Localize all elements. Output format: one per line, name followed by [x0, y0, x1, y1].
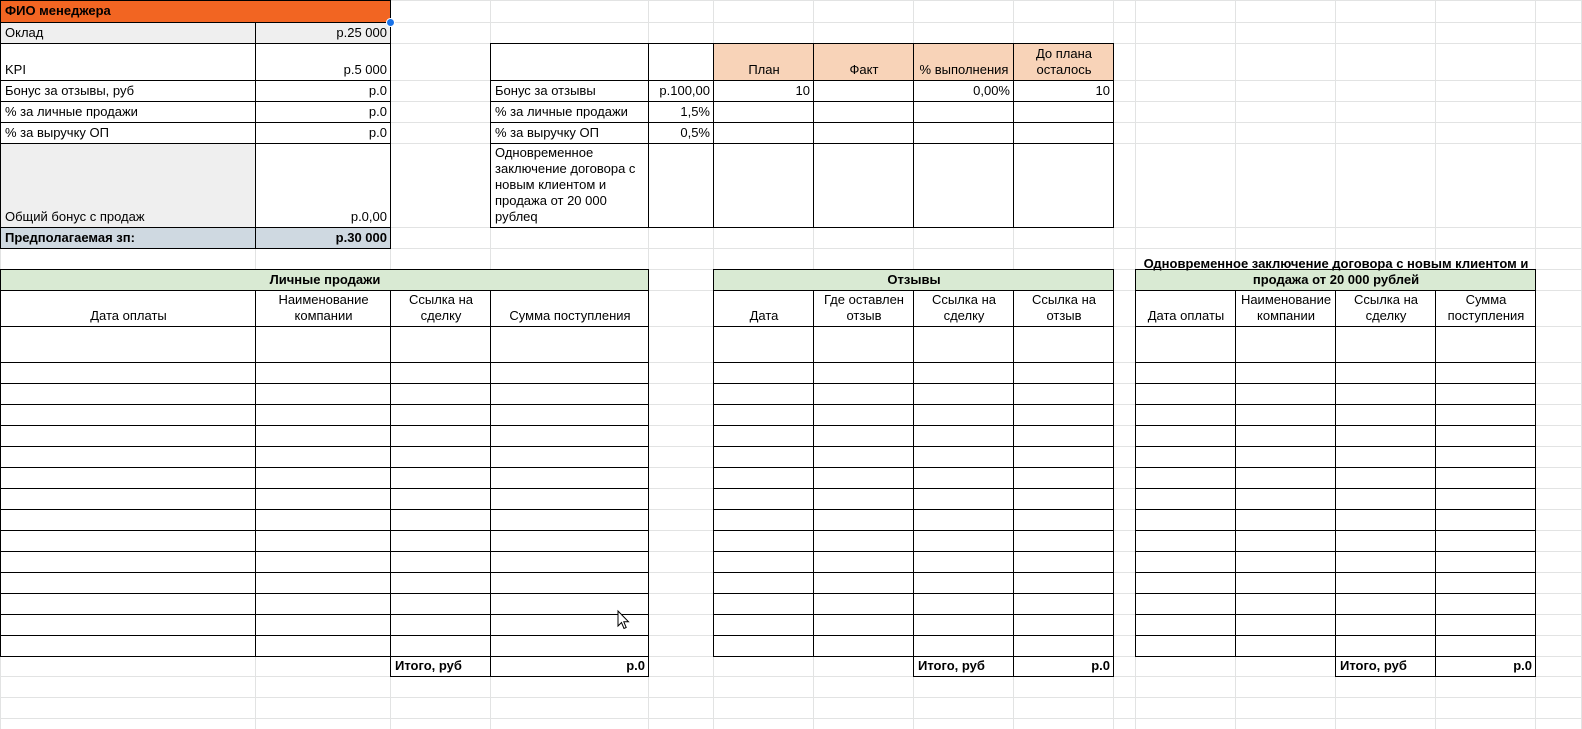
reviews-data-cell[interactable] — [1013, 425, 1114, 447]
personal_sales-col-header-text: Дата оплаты — [90, 308, 167, 323]
personal_sales-data-cell[interactable] — [390, 572, 491, 594]
personal_sales-data-cell[interactable] — [0, 467, 256, 489]
manager-name-header[interactable] — [0, 0, 391, 23]
reviews-data-cell[interactable] — [813, 509, 914, 531]
reviews-data-cell[interactable] — [813, 425, 914, 447]
personal_sales-data-cell[interactable] — [0, 614, 256, 636]
plan-row-label-text: Бонус за отзывы — [495, 83, 596, 98]
reviews-col-header[interactable] — [913, 290, 1014, 327]
personal_sales-data-cell[interactable] — [490, 509, 649, 531]
plan-header-2-text: % выполнения — [919, 62, 1009, 77]
dept-revenue-pct-label[interactable] — [0, 122, 256, 144]
reviews-data-cell[interactable] — [913, 425, 1014, 447]
reviews-data-cell[interactable] — [1013, 383, 1114, 405]
personal_sales-data-cell[interactable] — [390, 362, 491, 384]
reviews-data-cell[interactable] — [713, 614, 814, 636]
plan-row-label[interactable] — [490, 122, 649, 144]
personal_sales-data-cell[interactable] — [390, 509, 491, 531]
personal_sales-data-cell[interactable] — [255, 614, 391, 636]
personal_sales-data-cell[interactable] — [0, 530, 256, 552]
reviews-data-cell[interactable] — [713, 488, 814, 510]
new_client_deals-data-cell[interactable] — [1335, 551, 1436, 573]
new_client_deals-col-header[interactable] — [1435, 290, 1536, 327]
new_client_deals-col-header-text: Наименование компании — [1240, 292, 1332, 323]
plan-row-rate-text: р.100,00 — [659, 83, 710, 98]
reviews-col-header-text: Ссылка на сделку — [931, 292, 997, 323]
personal_sales-data-cell[interactable] — [390, 593, 491, 615]
reviews-total-value-text: р.0 — [1091, 658, 1110, 673]
plan-row-percent[interactable] — [913, 80, 1014, 102]
reviews-data-cell[interactable] — [713, 383, 814, 405]
personal_sales-data-cell[interactable] — [390, 488, 491, 510]
personal_sales-data-cell[interactable] — [0, 593, 256, 615]
new_client_deals-data-cell[interactable] — [1235, 572, 1336, 594]
plan-row-percent-text: 0,00% — [973, 83, 1010, 98]
new_client_deals-data-cell[interactable] — [1435, 446, 1536, 468]
personal_sales-data-cell[interactable] — [390, 383, 491, 405]
personal_sales-data-cell[interactable] — [390, 404, 491, 426]
new-client-deals-title-text: Одновременное заключение договора с новым клиентом и продажа от 20 000 рублей — [1143, 256, 1529, 287]
new_client_deals-col-header-text: Сумма поступления — [1447, 292, 1525, 323]
new_client_deals-data-cell[interactable] — [1235, 488, 1336, 510]
personal_sales-data-cell[interactable] — [490, 467, 649, 489]
personal_sales-col-header[interactable] — [0, 290, 256, 327]
reviews-data-cell[interactable] — [1013, 467, 1114, 489]
new_client_deals-data-cell[interactable] — [1135, 551, 1236, 573]
reviews-total-value[interactable] — [1013, 656, 1114, 677]
personal_sales-data-cell[interactable] — [490, 425, 649, 447]
plan-row-rate[interactable] — [648, 80, 714, 102]
expected-salary-label[interactable] — [0, 227, 256, 249]
personal_sales-total-value-text: р.0 — [626, 658, 645, 673]
reviews-data-cell[interactable] — [1013, 635, 1114, 657]
expected-salary-value-text: р.30 000 — [335, 230, 387, 245]
plan-header-0[interactable] — [713, 43, 814, 81]
new_client_deals-data-cell[interactable] — [1235, 383, 1336, 405]
new_client_deals-data-cell[interactable] — [1335, 326, 1436, 363]
total-sales-bonus-label-text: Общий бонус с продаж — [5, 209, 145, 224]
new_client_deals-col-header-text: Ссылка на сделку — [1353, 292, 1419, 323]
reviews-data-cell[interactable] — [713, 446, 814, 468]
plan-row-plan[interactable] — [713, 101, 814, 123]
new_client_deals-data-cell[interactable] — [1435, 362, 1536, 384]
personal_sales-data-cell[interactable] — [0, 551, 256, 573]
new_client_deals-data-cell[interactable] — [1135, 572, 1236, 594]
reviews-data-cell[interactable] — [913, 362, 1014, 384]
reviews-data-cell[interactable] — [1013, 446, 1114, 468]
reviews-data-cell[interactable] — [913, 572, 1014, 594]
new_client_deals-data-cell[interactable] — [1335, 530, 1436, 552]
reviews-data-cell[interactable] — [713, 425, 814, 447]
new_client_deals-data-cell[interactable] — [1135, 404, 1236, 426]
personal_sales-col-header-text: Ссылка на сделку — [408, 292, 474, 323]
reviews-data-cell[interactable] — [713, 509, 814, 531]
new_client_deals-data-cell[interactable] — [1435, 572, 1536, 594]
new_client_deals-data-cell[interactable] — [1135, 467, 1236, 489]
reviews-col-header[interactable] — [1013, 290, 1114, 327]
new_client_deals-data-cell[interactable] — [1335, 509, 1436, 531]
personal_sales-total-value[interactable] — [490, 656, 649, 677]
new_client_deals-data-cell[interactable] — [1435, 530, 1536, 552]
personal_sales-data-cell[interactable] — [490, 488, 649, 510]
reviews-data-cell[interactable] — [813, 326, 914, 363]
new_client_deals-col-header-text: Дата оплаты — [1147, 308, 1225, 323]
total-sales-bonus-label[interactable] — [0, 143, 256, 228]
dept-revenue-pct-label-text: % за выручку ОП — [5, 125, 109, 140]
plan-row-plan[interactable] — [713, 143, 814, 228]
new_client_deals-data-cell[interactable] — [1435, 593, 1536, 615]
reviews-data-cell[interactable] — [913, 404, 1014, 426]
reviews-data-cell[interactable] — [813, 593, 914, 615]
new_client_deals-data-cell[interactable] — [1235, 530, 1336, 552]
new_client_deals-data-cell[interactable] — [1135, 326, 1236, 363]
plan-row-rate[interactable] — [648, 143, 714, 228]
reviews-data-cell[interactable] — [713, 551, 814, 573]
personal_sales-data-cell[interactable] — [255, 404, 391, 426]
personal-sales-title-text: Личные продажи — [269, 272, 381, 287]
new_client_deals-data-cell[interactable] — [1335, 446, 1436, 468]
new_client_deals-data-cell[interactable] — [1235, 551, 1336, 573]
new_client_deals-data-cell[interactable] — [1135, 593, 1236, 615]
plan-row-fact[interactable] — [813, 122, 914, 144]
new_client_deals-data-cell[interactable] — [1135, 614, 1236, 636]
personal_sales-data-cell[interactable] — [255, 383, 391, 405]
new_client_deals-data-cell[interactable] — [1235, 446, 1336, 468]
plan-row-fact[interactable] — [813, 101, 914, 123]
reviews-data-cell[interactable] — [913, 383, 1014, 405]
reviews-data-cell[interactable] — [1013, 509, 1114, 531]
reviews-col-header-text: Где оставлен отзыв — [824, 292, 904, 323]
reviews-data-cell[interactable] — [713, 467, 814, 489]
plan-row-percent[interactable] — [913, 122, 1014, 144]
plan-header-0-text: План — [748, 62, 780, 77]
plan-row-rate[interactable] — [648, 101, 714, 123]
personal-sales-pct-label-text: % за личные продажи — [5, 104, 138, 119]
reviews-data-cell[interactable] — [913, 530, 1014, 552]
new_client_deals-data-cell[interactable] — [1235, 362, 1336, 384]
selection-fill-handle[interactable] — [386, 18, 395, 27]
plan-header-1-text: Факт — [849, 62, 879, 77]
personal_sales-data-cell[interactable] — [255, 467, 391, 489]
personal-sales-title[interactable] — [0, 269, 649, 291]
new_client_deals-data-cell[interactable] — [1435, 383, 1536, 405]
personal_sales-data-cell[interactable] — [390, 530, 491, 552]
plan-row-plan[interactable] — [713, 80, 814, 102]
reviews-data-cell[interactable] — [1013, 488, 1114, 510]
salary-value[interactable] — [255, 22, 391, 44]
personal_sales-data-cell[interactable] — [255, 530, 391, 552]
reviews-data-cell[interactable] — [813, 572, 914, 594]
review-bonus-value-text: р.0 — [368, 83, 387, 98]
new_client_deals-data-cell[interactable] — [1335, 383, 1436, 405]
plan-row-plan[interactable] — [713, 122, 814, 144]
kpi-label[interactable] — [0, 43, 256, 81]
reviews-data-cell[interactable] — [713, 404, 814, 426]
plan-row-remaining-text: 10 — [1095, 83, 1110, 98]
reviews-col-header-text: Дата — [749, 308, 779, 323]
gridline — [0, 718, 1581, 719]
plan-row-label-text: Одновременное заключение договора с новым клиентом и продажа от 20 000 рублеq — [495, 145, 636, 224]
plan-row-fact[interactable] — [813, 80, 914, 102]
personal_sales-data-cell[interactable] — [255, 326, 391, 363]
personal_sales-data-cell[interactable] — [390, 614, 491, 636]
reviews-data-cell[interactable] — [1013, 572, 1114, 594]
new_client_deals-data-cell[interactable] — [1135, 488, 1236, 510]
gridline — [0, 697, 1581, 698]
new_client_deals-col-header[interactable] — [1135, 290, 1236, 327]
personal_sales-data-cell[interactable] — [490, 572, 649, 594]
salary-label-text: Оклад — [5, 25, 44, 40]
reviews-col-header-text: Ссылка на отзыв — [1031, 292, 1097, 323]
expected-salary-label-text: Предполагаемая зп: — [5, 230, 135, 245]
new_client_deals-data-cell[interactable] — [1335, 362, 1436, 384]
personal_sales-data-cell[interactable] — [0, 383, 256, 405]
new_client_deals-data-cell[interactable] — [1235, 326, 1336, 363]
personal_sales-data-cell[interactable] — [255, 593, 391, 615]
new_client_deals-total-label[interactable] — [1335, 656, 1436, 677]
personal_sales-data-cell[interactable] — [0, 488, 256, 510]
personal_sales-data-cell[interactable] — [490, 383, 649, 405]
reviews-data-cell[interactable] — [813, 551, 914, 573]
new_client_deals-col-header[interactable] — [1335, 290, 1436, 327]
personal_sales-data-cell[interactable] — [0, 404, 256, 426]
new_client_deals-data-cell[interactable] — [1435, 635, 1536, 657]
plan-row-label[interactable] — [490, 143, 649, 228]
personal_sales-data-cell[interactable] — [255, 362, 391, 384]
reviews-data-cell[interactable] — [813, 488, 914, 510]
total-sales-bonus-value[interactable] — [255, 143, 391, 228]
personal_sales-data-cell[interactable] — [255, 488, 391, 510]
personal_sales-col-header-text: Наименование компании — [278, 292, 369, 323]
review-bonus-label[interactable] — [0, 80, 256, 102]
reviews-data-cell[interactable] — [813, 635, 914, 657]
plan-header-3[interactable] — [1013, 43, 1114, 81]
reviews-data-cell[interactable] — [813, 446, 914, 468]
reviews-data-cell[interactable] — [913, 551, 1014, 573]
plan-row-label-text: % за выручку ОП — [495, 125, 599, 140]
personal_sales-data-cell[interactable] — [0, 446, 256, 468]
plan-header-2[interactable] — [913, 43, 1014, 81]
plan-row-label-text: % за личные продажи — [495, 104, 628, 119]
new_client_deals-data-cell[interactable] — [1235, 425, 1336, 447]
new_client_deals-data-cell[interactable] — [1135, 362, 1236, 384]
reviews-title-text: Отзывы — [887, 272, 941, 287]
dept-revenue-pct-value[interactable] — [255, 122, 391, 144]
dept-revenue-pct-value-text: р.0 — [368, 125, 387, 140]
reviews-total-label-text: Итого, руб — [918, 658, 985, 673]
new_client_deals-data-cell[interactable] — [1435, 467, 1536, 489]
personal_sales-data-cell[interactable] — [490, 635, 649, 657]
kpi-label-text: KPI — [5, 62, 26, 77]
new_client_deals-data-cell[interactable] — [1335, 467, 1436, 489]
reviews-data-cell[interactable] — [813, 614, 914, 636]
reviews-data-cell[interactable] — [713, 635, 814, 657]
personal_sales-data-cell[interactable] — [255, 635, 391, 657]
new_client_deals-data-cell[interactable] — [1135, 530, 1236, 552]
personal_sales-data-cell[interactable] — [0, 362, 256, 384]
personal_sales-data-cell[interactable] — [255, 572, 391, 594]
personal_sales-total-label[interactable] — [390, 656, 491, 677]
plan-row-remaining[interactable] — [1013, 80, 1114, 102]
plan-row-remaining[interactable] — [1013, 143, 1114, 228]
new_client_deals-data-cell[interactable] — [1135, 446, 1236, 468]
reviews-data-cell[interactable] — [713, 572, 814, 594]
personal_sales-data-cell[interactable] — [255, 509, 391, 531]
personal_sales-data-cell[interactable] — [390, 425, 491, 447]
reviews-data-cell[interactable] — [1013, 593, 1114, 615]
salary-value-text: р.25 000 — [336, 25, 387, 40]
reviews-data-cell[interactable] — [1013, 326, 1114, 363]
plan-row-label[interactable] — [490, 80, 649, 102]
personal_sales-data-cell[interactable] — [0, 635, 256, 657]
new_client_deals-data-cell[interactable] — [1235, 404, 1336, 426]
personal_sales-col-header[interactable] — [490, 290, 649, 327]
reviews-data-cell[interactable] — [813, 362, 914, 384]
personal_sales-data-cell[interactable] — [390, 635, 491, 657]
new_client_deals-data-cell[interactable] — [1335, 404, 1436, 426]
plan-table-corner-rate[interactable] — [648, 43, 714, 81]
new_client_deals-data-cell[interactable] — [1335, 425, 1436, 447]
personal_sales-data-cell[interactable] — [390, 446, 491, 468]
new-client-deals-title[interactable] — [1135, 256, 1536, 291]
manager-name-header-text: ФИО менеджера — [5, 2, 111, 18]
plan-table-corner[interactable] — [490, 43, 649, 81]
personal_sales-data-cell[interactable] — [255, 446, 391, 468]
reviews-title[interactable] — [713, 269, 1114, 291]
new_client_deals-data-cell[interactable] — [1435, 326, 1536, 363]
new_client_deals-data-cell[interactable] — [1135, 383, 1236, 405]
personal_sales-col-header[interactable] — [390, 290, 491, 327]
new_client_deals-data-cell[interactable] — [1435, 509, 1536, 531]
expected-salary-value[interactable] — [255, 227, 391, 249]
plan-row-remaining[interactable] — [1013, 122, 1114, 144]
new_client_deals-data-cell[interactable] — [1335, 614, 1436, 636]
reviews-data-cell[interactable] — [913, 593, 1014, 615]
personal_sales-data-cell[interactable] — [490, 404, 649, 426]
personal_sales-data-cell[interactable] — [490, 551, 649, 573]
reviews-data-cell[interactable] — [713, 530, 814, 552]
plan-row-plan-text: 10 — [795, 83, 810, 98]
reviews-data-cell[interactable] — [813, 530, 914, 552]
reviews-data-cell[interactable] — [1013, 362, 1114, 384]
personal_sales-data-cell[interactable] — [490, 326, 649, 363]
reviews-data-cell[interactable] — [913, 326, 1014, 363]
new_client_deals-data-cell[interactable] — [1435, 404, 1536, 426]
new_client_deals-data-cell[interactable] — [1435, 551, 1536, 573]
plan-row-rate-text: 1,5% — [680, 104, 710, 119]
personal-sales-pct-value[interactable] — [255, 101, 391, 123]
reviews-data-cell[interactable] — [913, 614, 1014, 636]
personal_sales-data-cell[interactable] — [255, 551, 391, 573]
new_client_deals-data-cell[interactable] — [1235, 593, 1336, 615]
reviews-data-cell[interactable] — [713, 593, 814, 615]
reviews-data-cell[interactable] — [713, 326, 814, 363]
personal_sales-data-cell[interactable] — [490, 362, 649, 384]
reviews-data-cell[interactable] — [913, 488, 1014, 510]
plan-row-percent[interactable] — [913, 143, 1014, 228]
reviews-data-cell[interactable] — [713, 362, 814, 384]
personal_sales-data-cell[interactable] — [255, 425, 391, 447]
reviews-data-cell[interactable] — [1013, 551, 1114, 573]
plan-row-remaining[interactable] — [1013, 101, 1114, 123]
new_client_deals-total-value[interactable] — [1435, 656, 1536, 677]
plan-header-1[interactable] — [813, 43, 914, 81]
total-sales-bonus-value-text: р.0,00 — [350, 209, 387, 224]
plan-row-rate-text: 0,5% — [680, 125, 710, 140]
reviews-data-cell[interactable] — [1013, 614, 1114, 636]
personal_sales-total-label-text: Итого, руб — [395, 658, 462, 673]
new_client_deals-data-cell[interactable] — [1135, 509, 1236, 531]
new_client_deals-col-header[interactable] — [1235, 290, 1336, 327]
reviews-data-cell[interactable] — [913, 446, 1014, 468]
reviews-data-cell[interactable] — [813, 467, 914, 489]
new_client_deals-data-cell[interactable] — [1435, 488, 1536, 510]
personal_sales-data-cell[interactable] — [390, 551, 491, 573]
reviews-data-cell[interactable] — [913, 467, 1014, 489]
new_client_deals-data-cell[interactable] — [1235, 635, 1336, 657]
reviews-data-cell[interactable] — [813, 383, 914, 405]
new_client_deals-data-cell[interactable] — [1435, 425, 1536, 447]
new_client_deals-data-cell[interactable] — [1135, 635, 1236, 657]
personal_sales-data-cell[interactable] — [490, 530, 649, 552]
personal-sales-pct-value-text: р.0 — [368, 104, 387, 119]
personal_sales-data-cell[interactable] — [0, 572, 256, 594]
new_client_deals-data-cell[interactable] — [1235, 509, 1336, 531]
personal_sales-col-header[interactable] — [255, 290, 391, 327]
new_client_deals-total-value-text: р.0 — [1513, 658, 1532, 673]
reviews-total-label[interactable] — [913, 656, 1014, 677]
reviews-data-cell[interactable] — [913, 635, 1014, 657]
plan-row-label[interactable] — [490, 101, 649, 123]
salary-label[interactable] — [0, 22, 256, 44]
new_client_deals-data-cell[interactable] — [1235, 467, 1336, 489]
plan-row-rate[interactable] — [648, 122, 714, 144]
reviews-col-header[interactable] — [713, 290, 814, 327]
personal_sales-data-cell[interactable] — [0, 326, 256, 363]
new_client_deals-data-cell[interactable] — [1435, 614, 1536, 636]
personal_sales-data-cell[interactable] — [390, 326, 491, 363]
new_client_deals-data-cell[interactable] — [1335, 635, 1436, 657]
reviews-data-cell[interactable] — [1013, 404, 1114, 426]
personal_sales-data-cell[interactable] — [490, 446, 649, 468]
plan-row-percent[interactable] — [913, 101, 1014, 123]
kpi-value-text: р.5 000 — [343, 62, 387, 77]
plan-header-3-text: До плана осталось — [1035, 46, 1093, 77]
new_client_deals-data-cell[interactable] — [1335, 572, 1436, 594]
new_client_deals-total-label-text: Итого, руб — [1340, 658, 1407, 673]
reviews-data-cell[interactable] — [1013, 530, 1114, 552]
new_client_deals-data-cell[interactable] — [1135, 425, 1236, 447]
review-bonus-label-text: Бонус за отзывы, руб — [5, 83, 135, 98]
reviews-data-cell[interactable] — [913, 509, 1014, 531]
kpi-value[interactable] — [255, 43, 391, 81]
personal_sales-data-cell[interactable] — [0, 425, 256, 447]
new_client_deals-data-cell[interactable] — [1235, 614, 1336, 636]
new_client_deals-data-cell[interactable] — [1335, 593, 1436, 615]
personal_sales-data-cell[interactable] — [0, 509, 256, 531]
mouse-cursor-icon — [617, 610, 631, 633]
plan-row-fact[interactable] — [813, 143, 914, 228]
personal-sales-pct-label[interactable] — [0, 101, 256, 123]
reviews-data-cell[interactable] — [813, 404, 914, 426]
new_client_deals-data-cell[interactable] — [1335, 488, 1436, 510]
review-bonus-value[interactable] — [255, 80, 391, 102]
personal_sales-col-header-text: Сумма поступления — [509, 308, 631, 323]
reviews-col-header[interactable] — [813, 290, 914, 327]
personal_sales-data-cell[interactable] — [390, 467, 491, 489]
